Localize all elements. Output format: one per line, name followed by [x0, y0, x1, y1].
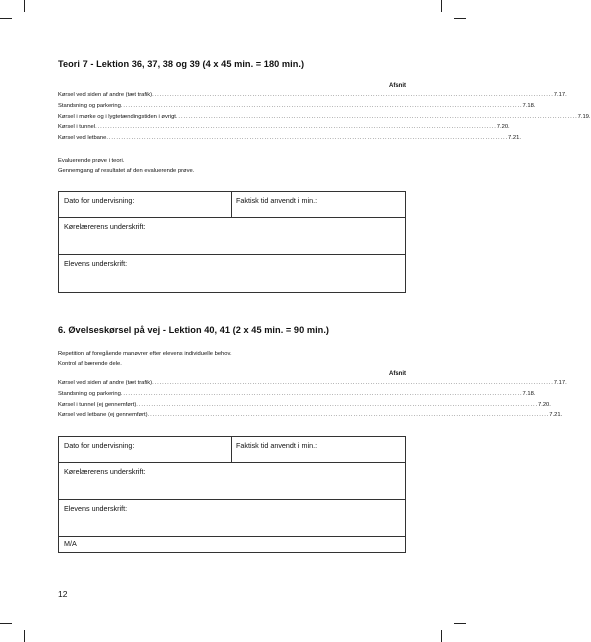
toc-row	[58, 389, 536, 400]
toc-leader: ................................................................................................................................................................	[120, 102, 523, 109]
toc-list	[58, 90, 591, 144]
student-signature-label: Elevens underskrift:	[64, 504, 128, 513]
toc-leader: ................................................................................................................................................................	[120, 390, 523, 397]
form-row-date	[59, 192, 405, 218]
toc-number: 7.18.	[522, 390, 536, 397]
section-heading: 6. Øvelseskørsel på vej - Lektion 40, 41 (2 x 45 min. = 90 min.)	[58, 325, 330, 335]
toc-row	[58, 90, 567, 101]
toc-label: Kørsel i mørke og i lygtetændingstiden i øvrigt	[58, 113, 176, 120]
column-divider	[231, 437, 232, 462]
student-signature-label: Elevens underskrift:	[64, 259, 128, 268]
form-row-teacher-signature	[59, 218, 405, 255]
section-notes	[58, 157, 194, 176]
section-notes	[58, 350, 232, 369]
toc-leader: ................................................................................................................................................................	[106, 135, 509, 142]
form-row-date	[59, 437, 405, 463]
form-row-teacher-signature	[59, 463, 405, 500]
teacher-signature-label: Kørelærerens underskrift:	[64, 467, 146, 476]
toc-row	[58, 410, 563, 421]
page-number: 12	[58, 589, 68, 599]
crop-mark	[441, 630, 442, 642]
toc-label: Kørsel i tunnel	[58, 124, 96, 131]
note-line: Evaluerende prøve i teori.	[58, 158, 125, 164]
toc-label: Kørsel ved siden af andre (tæt trafik)	[58, 92, 153, 98]
toc-label: Kørsel i tunnel (ej gennemført)	[58, 401, 137, 408]
toc-leader: ................................................................................................................................................................	[152, 380, 554, 386]
toc-row	[58, 112, 591, 123]
toc-number: 7.19.	[577, 113, 591, 120]
toc-number: 7.17.	[553, 380, 567, 386]
section-heading: Teori 7 - Lektion 36, 37, 38 og 39 (4 x 45 min. = 180 min.)	[58, 59, 305, 69]
teacher-signature-label: Kørelærerens underskrift:	[64, 222, 146, 231]
column-divider	[231, 192, 232, 217]
toc-row	[58, 133, 521, 144]
signature-form	[58, 436, 406, 553]
note-line: Gennemgang af resultatet af den evaluerende prøve.	[58, 167, 195, 174]
crop-mark	[0, 623, 12, 624]
toc-row	[58, 122, 510, 133]
form-row-student-signature	[59, 255, 405, 292]
note-line: Kontrol af bærende dele.	[58, 360, 122, 367]
toc-number: 7.20.	[496, 124, 510, 131]
toc-number: 7.21.	[508, 135, 521, 142]
extra-label: M/A	[64, 539, 77, 548]
toc-label: Kørsel ved letbane (ej gennemført)	[58, 412, 148, 419]
note-line: Repetition af foregående manøvrer efter elevens individuelle behov.	[58, 351, 232, 357]
signature-form	[58, 191, 406, 293]
toc-number: 7.20.	[538, 401, 551, 408]
toc-label: Kørsel ved siden af andre (tæt trafik)	[58, 380, 153, 386]
time-field-label: Faktisk tid anvendt i min.:	[236, 441, 318, 450]
time-field-label: Faktisk tid anvendt i min.:	[236, 196, 318, 205]
toc-number: 7.18.	[522, 102, 536, 109]
toc-row	[58, 101, 536, 112]
crop-mark	[454, 623, 466, 624]
toc-leader: ................................................................................................................................................................	[152, 92, 554, 98]
toc-row	[58, 400, 551, 411]
toc-number: 7.17.	[553, 92, 567, 98]
toc-label: Kørsel ved letbane	[58, 135, 107, 142]
crop-mark	[0, 18, 12, 19]
toc-leader: ................................................................................................................................................................	[147, 412, 550, 419]
crop-mark	[454, 18, 466, 19]
crop-mark	[24, 630, 25, 642]
afsnit-label: Afsnit	[389, 371, 406, 377]
toc-leader: ................................................................................................................................................................	[136, 401, 538, 408]
toc-leader: ................................................................................................................................................................	[175, 113, 578, 120]
toc-label: Standsning og parkering	[58, 102, 121, 109]
crop-mark	[24, 0, 25, 12]
toc-list	[58, 378, 567, 421]
crop-mark	[441, 0, 442, 12]
date-field-label: Dato for undervisning:	[64, 441, 135, 450]
form-row-extra	[59, 537, 405, 552]
toc-label: Standsning og parkering	[58, 390, 121, 397]
form-row-student-signature	[59, 500, 405, 537]
afsnit-label: Afsnit	[389, 83, 406, 89]
toc-row	[58, 378, 567, 389]
toc-leader: ................................................................................................................................................................	[95, 124, 497, 131]
toc-number: 7.21.	[549, 412, 563, 419]
date-field-label: Dato for undervisning:	[64, 196, 135, 205]
